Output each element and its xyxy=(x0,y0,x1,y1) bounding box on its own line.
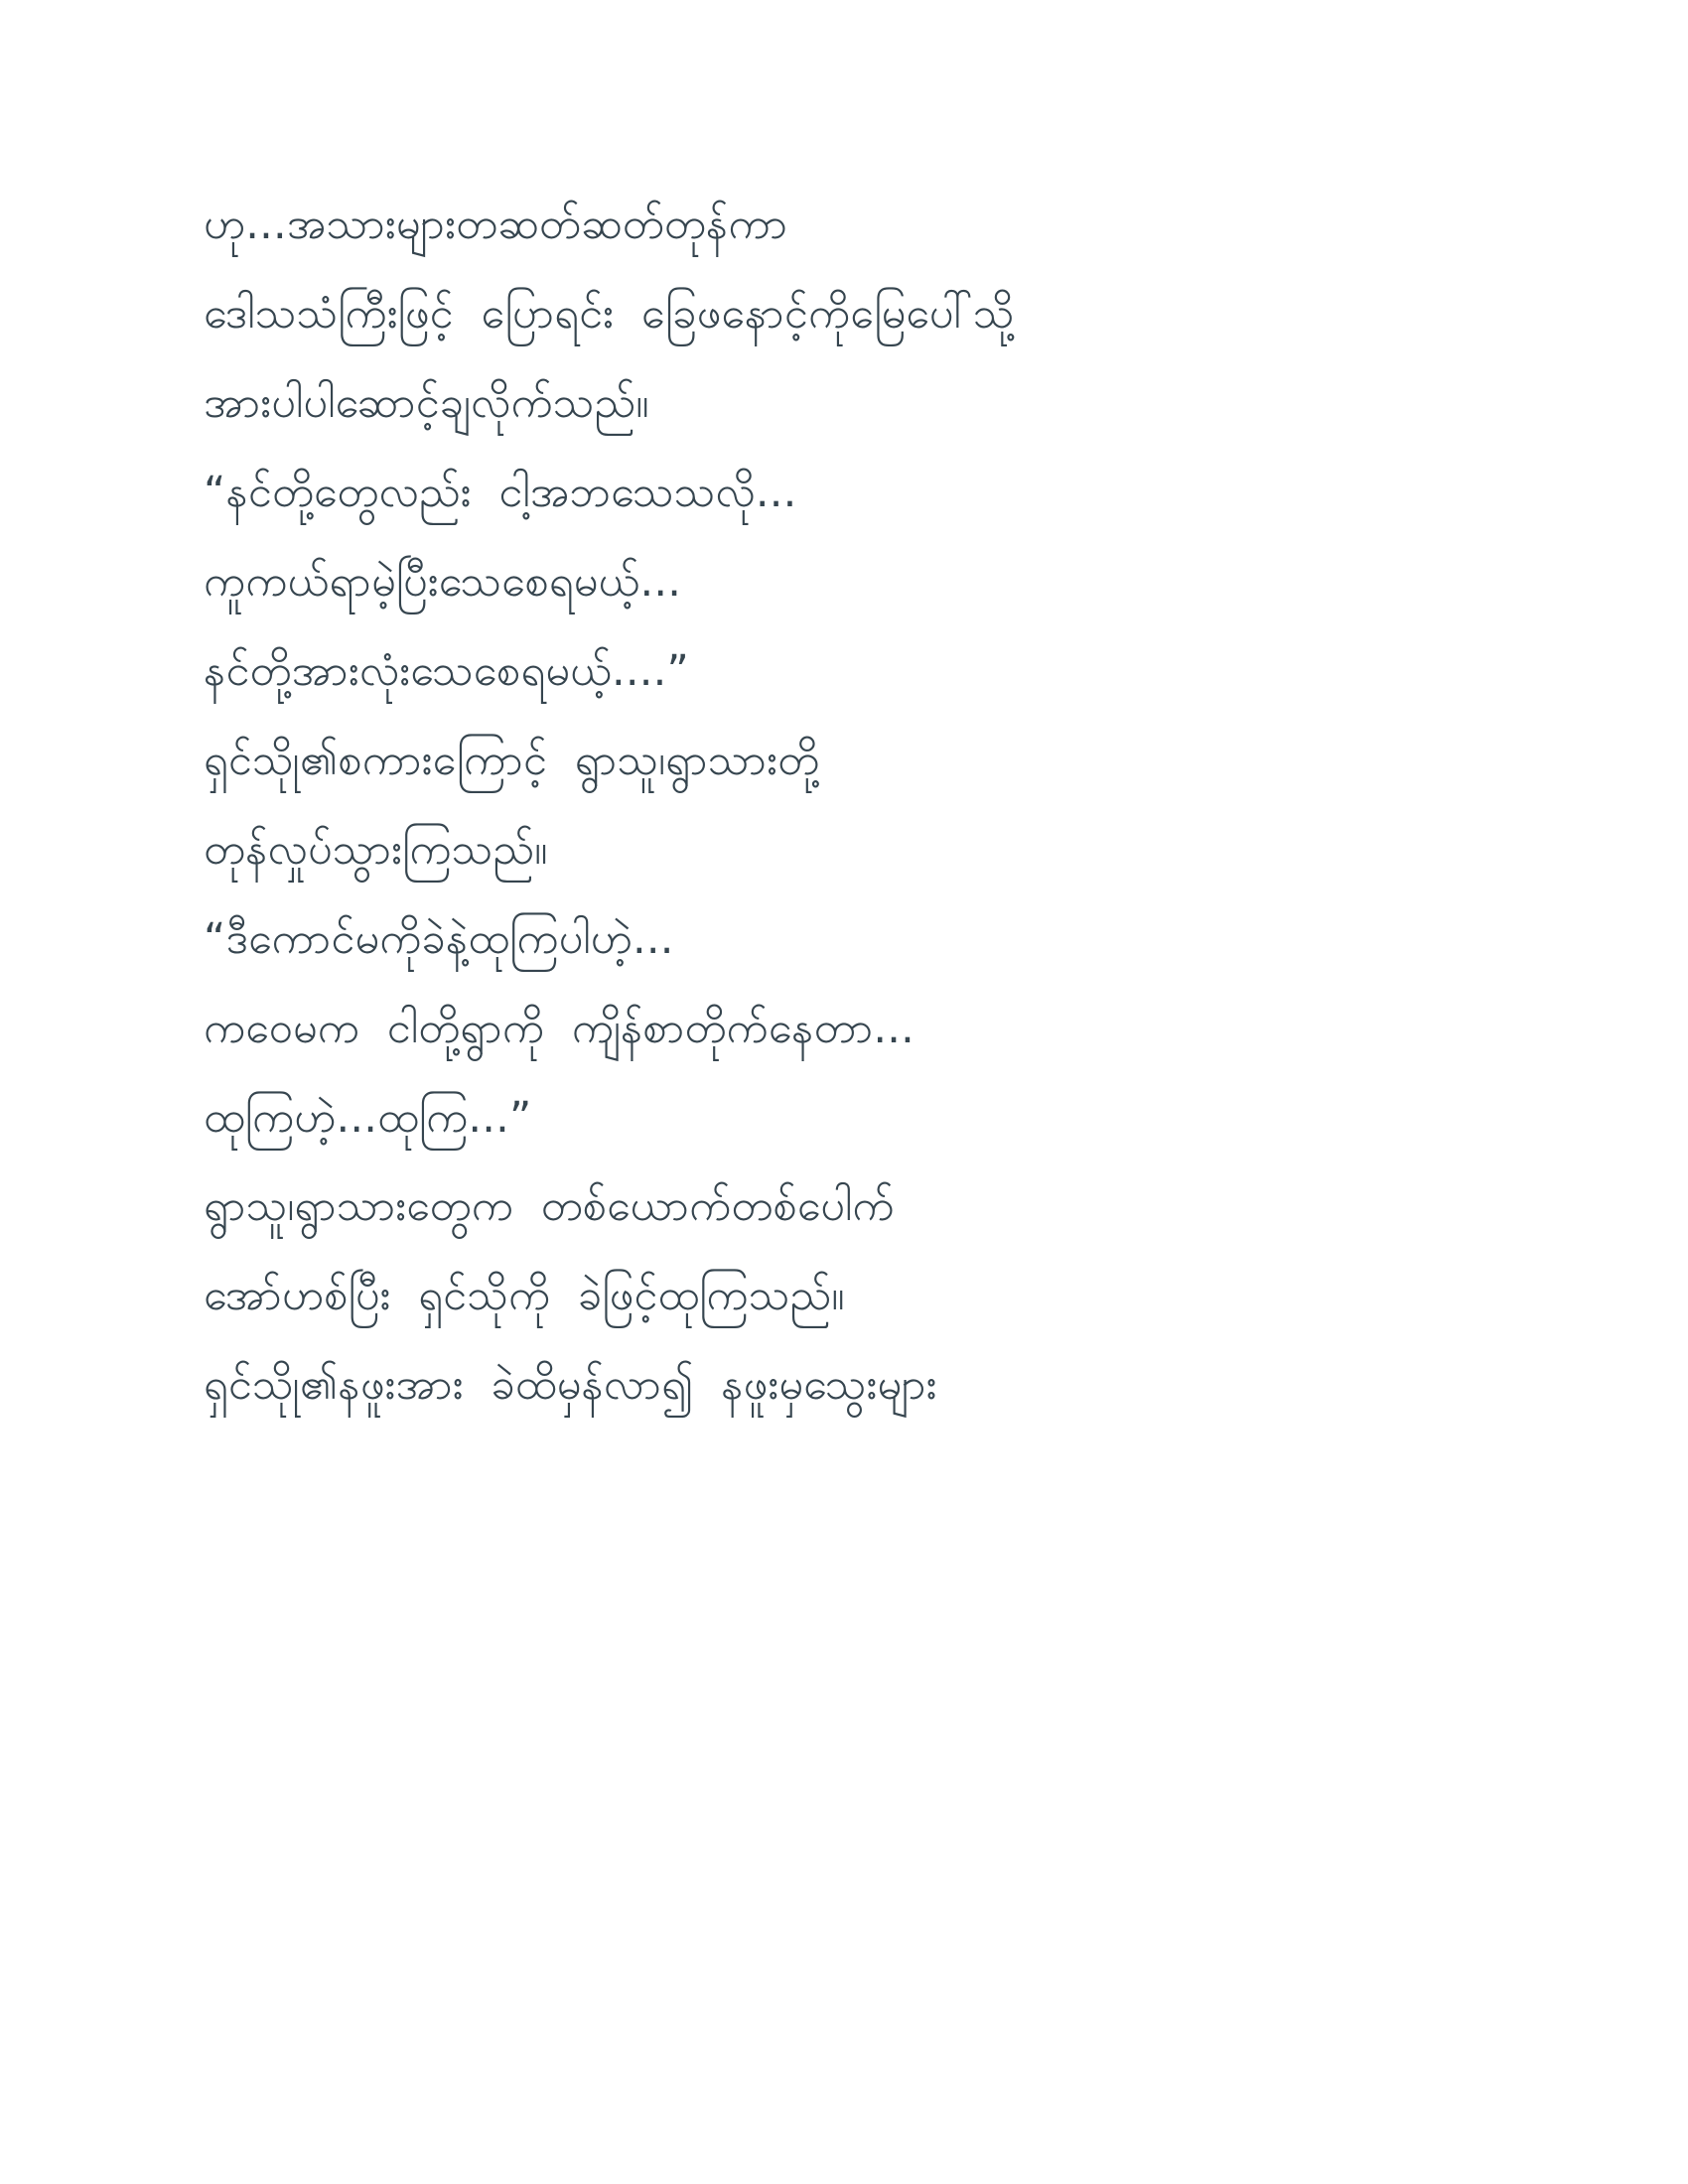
text-line: ရှင်သိုု၏စကားကြောင့် ရွာသူ၊ရွာသားတို့ xyxy=(204,735,820,785)
text-line: နင်တို့အားလုံးသေစေရမယ့်....” xyxy=(204,645,689,696)
text-line: “ဒီကောင်မကိုခဲနဲ့ထုကြပါဟဲ့... xyxy=(204,913,674,964)
text-line: ထုကြဟဲ့...ထုကြ...” xyxy=(204,1092,532,1143)
text-line: ဒေါသသံကြီးဖြင့် ပြောရင်း ခြေဖနောင့်ကိုမြေပေါ်သို့ xyxy=(204,288,1015,339)
body-text-block xyxy=(204,189,1460,1423)
text-line: ဟု...အသားများတဆတ်ဆတ်တုန်ကာ xyxy=(204,200,788,249)
text-line: ကူကယ်ရာမဲ့ပြီးသေစေရမယ့်... xyxy=(204,556,682,607)
text-line: တုန်လှုပ်သွားကြသည်။ xyxy=(204,824,548,875)
text-line: အော်ဟစ်ပြီး ရှင်သိုကို ခဲဖြင့်ထုကြသည်။ xyxy=(204,1271,845,1321)
text-line: အားပါပါဆောင့်ချလိုက်သည်။ xyxy=(204,377,649,428)
text-line: ရွာသူ၊ရွာသားတွေက တစ်ယောက်တစ်ပေါက် xyxy=(204,1181,895,1232)
text-line: ရှင်သိုု၏နဖူးအား ခဲထိမှန်လာ၍ နဖူးမှသွေးများ xyxy=(204,1360,937,1411)
text-line: ကဝေမက ငါတို့ရွာကို ကျိန်စာတိုက်နေတာ... xyxy=(204,1003,914,1053)
text-line: “နင်တို့တွေလည်း ငါ့အဘသေသလို... xyxy=(204,467,797,517)
